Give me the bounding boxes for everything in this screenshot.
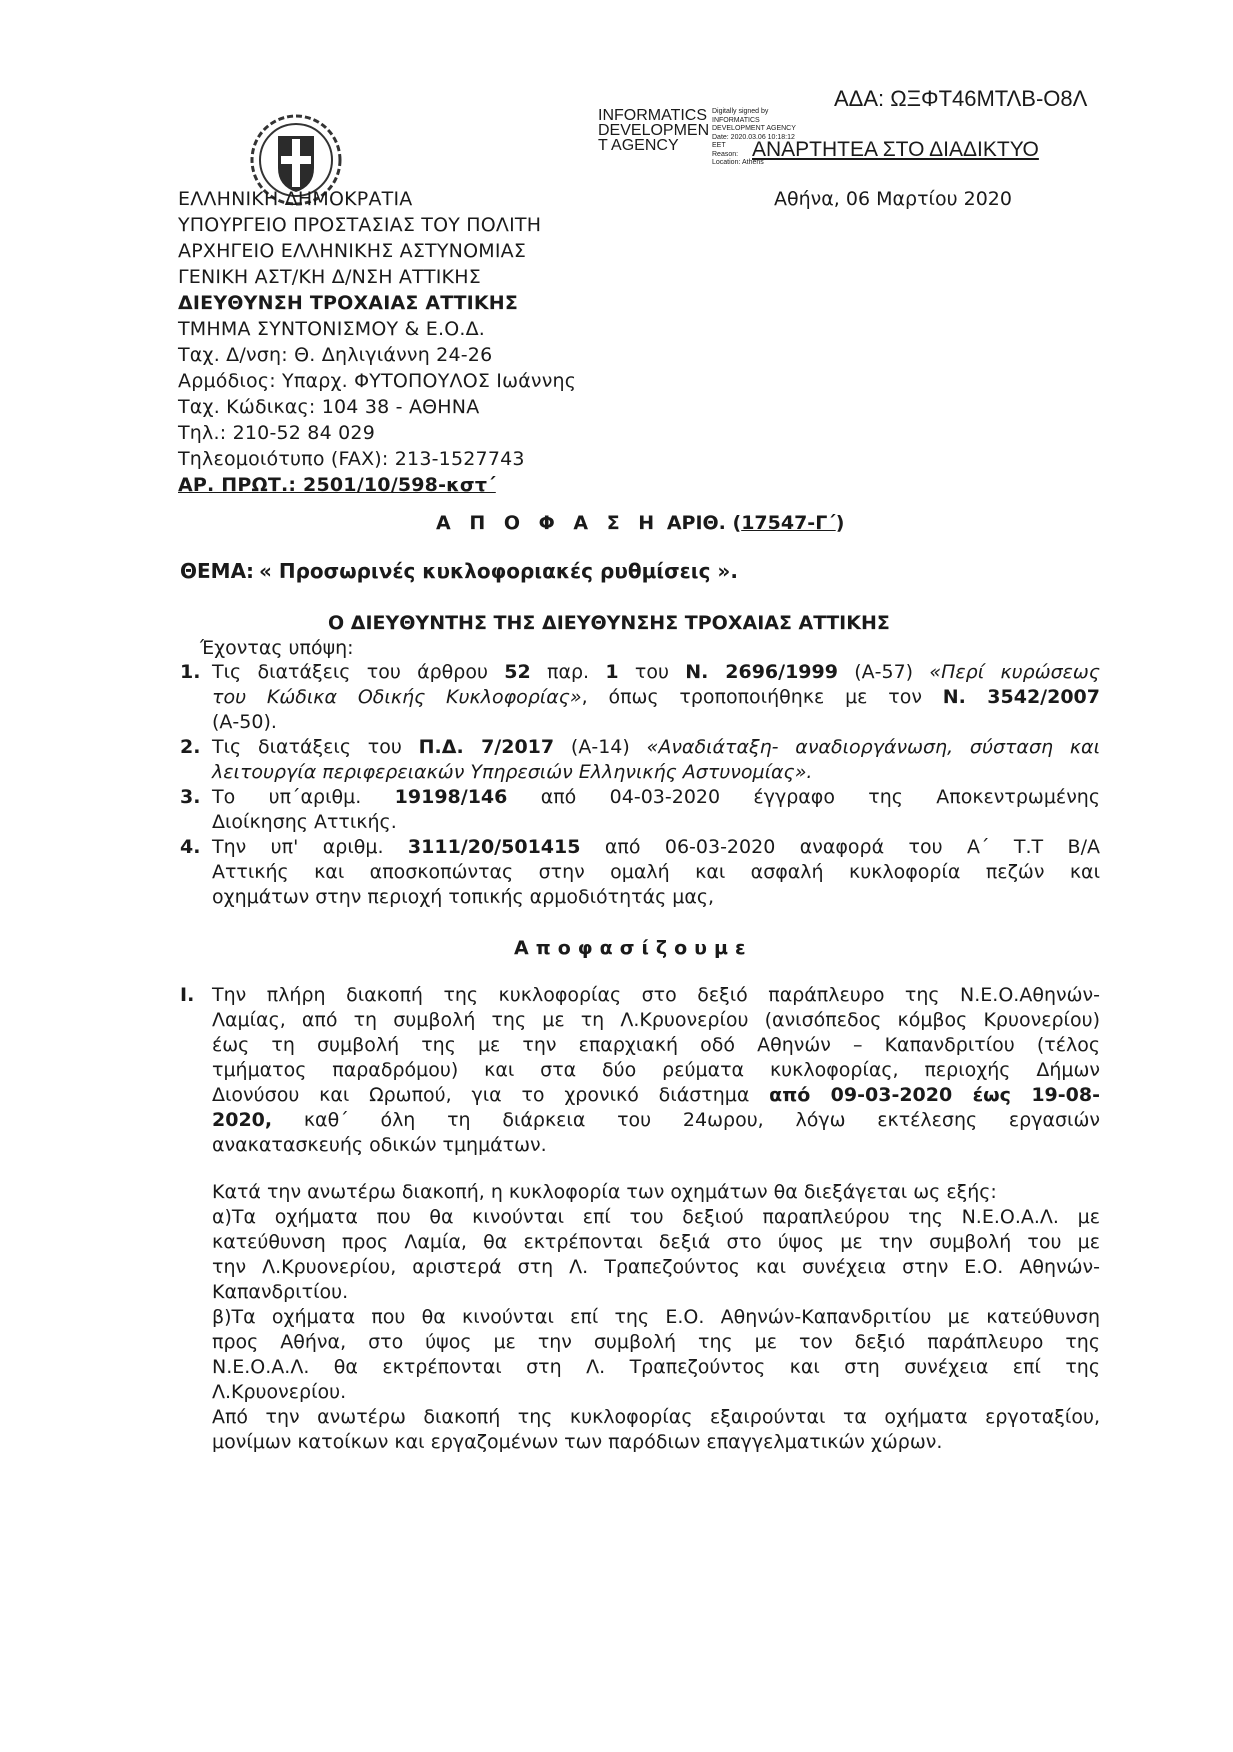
header-phone: Τηλ.: 210-52 84 029 bbox=[178, 422, 375, 444]
header-fax: Τηλεομοιότυπο (FAX): 213-1527743 bbox=[178, 448, 525, 470]
ada-code: ΑΔΑ: ΩΞΦΤ46ΜΤΛΒ-Ο8Λ bbox=[834, 86, 1088, 111]
signature-agency: INFORMATICS DEVELOPMEN T AGENCY bbox=[598, 107, 710, 154]
header-line: ΤΜΗΜΑ ΣΥΝΤΟΝΙΣΜΟΥ & Ε.Ο.Δ. bbox=[178, 318, 486, 340]
header-directorate: ΔΙΕΥΘΥΝΣΗ ΤΡΟΧΑΙΑΣ ΑΤΤΙΚΗΣ bbox=[178, 292, 519, 314]
publish-notice: ΑΝΑΡΤΗΤΕΑ ΣΤΟ ΔΙΑΔΙΚΤΥΟ bbox=[752, 138, 1039, 161]
subject-text: « Προσωρινές κυκλοφοριακές ρυθμίσεις ». bbox=[258, 559, 738, 583]
protocol-number: ΑΡ. ΠΡΩΤ.: 2501/10/598-κστ΄ bbox=[178, 474, 496, 496]
decision-item: I. Την πλήρη διακοπή της κυκλοφορίας στο δεξιό παράπλευρο της Ν.Ε.Ο.Αθηνών- Λαμίας, από τη συμβολή της με τη Λ.Κρυονερίου (ανισόπεδος κόμβος Κρυονερίου) έως τη συμβολή της με την επαρχιακή οδό Αθηνών – Καπανδριτίου (τέλος τμήματος παραδρόμου) και στα δύο ρεύματα κυκλοφορίας, περιοχής Δήμων Διονύσου και Ωρωπού, για το χρονικό διάστημα από 09-03-2020 έως 19-08- 2020, καθ΄ όλη τη διάρκεια του 24ωρου, λόγω εκτέλεσης εργασιών ανακατασκευής οδικών τμημάτων. bbox=[180, 984, 1100, 1156]
director-heading: Ο ΔΙΕΥΘΥΝΤΗΣ ΤΗΣ ΔΙΕΥΘΥΝΣΗΣ ΤΡΟΧΑΙΑΣ ΑΤΤΙΚΗΣ bbox=[328, 612, 890, 634]
document-date: Αθήνα, 06 Μαρτίου 2020 bbox=[774, 188, 1012, 210]
we-decide-heading: Αποφασίζουμε bbox=[514, 937, 753, 959]
list-item: 3. Το υπ΄αριθμ. 19198/146 από 04-03-2020 έγγραφο της Αποκεντρωμένης Διοίκησης Αττικής. bbox=[180, 786, 1100, 833]
header-line: ΑΡΧΗΓΕΙΟ ΕΛΛΗΝΙΚΗΣ ΑΣΤΥΝΟΜΙΑΣ bbox=[178, 240, 527, 262]
subject-line bbox=[180, 559, 738, 583]
list-item: 4. Την υπ' αριθμ. 3111/20/501415 από 06-03-2020 αναφορά του Α΄ Τ.Τ Β/Α Αττικής και αποσκοπώντας στην ομαλή και ασφαλή κυκλοφορία πεζών και οχημάτων στην περιοχή τοπικής αρμοδιότητάς μας, bbox=[180, 836, 1100, 908]
diversion-details: Κατά την ανωτέρω διακοπή, η κυκλοφορία των οχημάτων θα διεξάγεται ως εξής: α)Τα οχήματα που θα κινούνται επί του δεξιού παραπλεύρου της Ν.Ε.Ο.Α.Λ. με κατεύθυνση προς Λαμία, θα εκτρέπονται δεξιά στο ύψος με την συμβολή του με την Λ.Κρυονερίου, αριστερά στη Λ. Τραπεζούντος και συνέχεια στην Ε.Ο. Αθηνών- Καπανδριτίου. β)Τα οχήματα που θα κινούνται επί της Ε.Ο. Αθηνών-Καπανδριτίου με κατεύθυνση προς Αθήνα, στο ύψος με την συμβολή της με τον δεξιό παράπλευρο της Ν.Ε.Ο.Α.Λ. θα εκτρέπονται στη Λ. Τραπεζούντος και στη συνέχεια επί της Λ.Κρυονερίου. Από την ανωτέρω διακοπή της κυκλοφορίας εξαιρούνται τα οχήματα εργοταξίου, μονίμων κατοίκων και εργαζομένων των παρόδιων επαγγελματικών χώρων. bbox=[212, 1181, 1100, 1453]
header-address: Ταχ. Δ/νση: Θ. Δηλιγιάννη 24-26 bbox=[178, 344, 493, 366]
list-item: 2. Τις διατάξεις του Π.Δ. 7/2017 (Α-14) «Αναδιάταξη- αναδιοργάνωση, σύσταση και λειτουργία περιφερειακών Υπηρεσιών Ελληνικής Αστυνομίας». bbox=[180, 736, 1100, 783]
header-postal-code: Ταχ. Κώδικας: 104 38 - ΑΘΗΝΑ bbox=[178, 396, 480, 418]
considerations-list bbox=[180, 660, 1100, 910]
header-contact-person: Αρμόδιος: Υπαρχ. ΦΥΤΟΠΟΥΛΟΣ Ιωάννης bbox=[178, 370, 577, 392]
decision-title: Α Π Ο Φ Α Σ Η ΑΡΙΘ. (17547-Γ΄) bbox=[436, 512, 845, 534]
list-item: 1. Τις διατάξεις του άρθρου 52 παρ. 1 του Ν. 2696/1999 (Α-57) «Περί κυρώσεως του Κώδικα Οδικής Κυκλοφορίας», όπως τροποποιήθηκε με τον Ν. 3542/2007 (Α-50). bbox=[180, 661, 1100, 733]
decision-number: 17547-Γ΄ bbox=[741, 512, 836, 534]
header-line: ΥΠΟΥΡΓΕΙΟ ΠΡΟΣΤΑΣΙΑΣ ΤΟΥ ΠΟΛΙΤΗ bbox=[178, 214, 542, 236]
header-line: ΕΛΛΗΝΙΚΗ ΔΗΜΟΚΡΑΤΙΑ bbox=[178, 188, 413, 210]
signature-details: Digitally signed by INFORMATICS DEVELOPMENT AGENCY Date: 2020.03.06 10:18:12 EET Reason: Location: Athens bbox=[712, 108, 796, 166]
considering-label: Έχοντας υπόψη: bbox=[200, 637, 354, 659]
subject-label: ΘΕΜΑ: bbox=[180, 559, 255, 583]
issuer-header bbox=[178, 186, 576, 498]
header-line: ΓΕΝΙΚΗ ΑΣΤ/ΚΗ Δ/ΝΣΗ ΑΤΤΙΚΗΣ bbox=[178, 266, 481, 288]
